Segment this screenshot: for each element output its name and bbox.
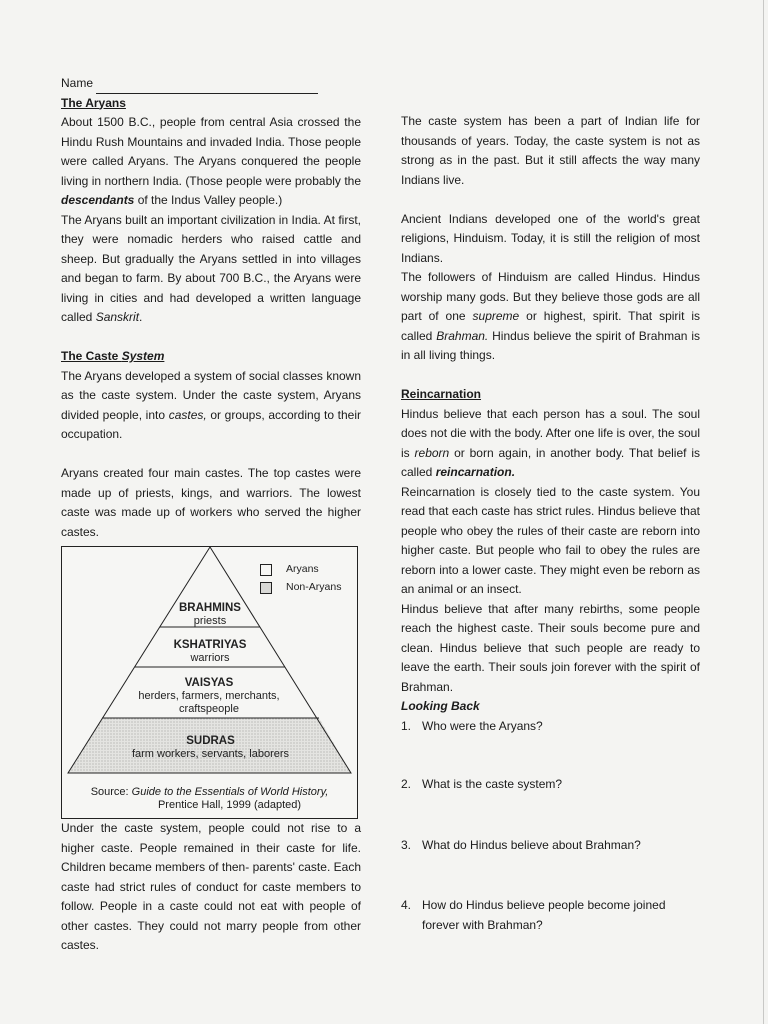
answer-space[interactable] xyxy=(401,855,700,896)
question-number: 2. xyxy=(401,777,412,791)
text-run: Hindus believe that each person has a soul. The soul does not die with the body. After one life is over, the soul is xyxy=(401,406,700,460)
right-paragraph-4 xyxy=(401,405,700,483)
right-paragraph-2: Ancient Indians developed one of the world's great religions, Hinduism. Today, it is still the religion of most Indians. xyxy=(401,211,700,265)
emphasis-brahman: Brahman. xyxy=(436,328,489,343)
answer-space[interactable] xyxy=(401,736,700,775)
name-label: Name xyxy=(61,76,94,90)
source-publisher: Prentice Hall, 1999 (adapted) xyxy=(157,799,302,811)
question-4 xyxy=(401,896,700,935)
question-number: 4. xyxy=(401,898,412,912)
caste-desc: warriors xyxy=(190,652,230,664)
text-run: The followers of Hinduism are called Hindus. Hindus worship many gods. But they believe those gods are all part of one xyxy=(401,270,700,323)
reincarnation-heading: Reincarnation xyxy=(401,387,482,401)
text-run: or groups, according to their occupation. xyxy=(61,407,362,441)
legend-box-icon xyxy=(260,564,272,576)
text-run: Source: xyxy=(90,786,132,798)
question-text: How do Hindus believe people become joined forever with Brahman? xyxy=(422,898,666,932)
left-column xyxy=(61,74,361,956)
text-run: . xyxy=(139,310,143,324)
aryans-paragraph-2 xyxy=(61,211,361,328)
emphasis-descendants: descendants xyxy=(61,193,135,207)
emphasis-supreme: supreme xyxy=(472,309,520,323)
right-column xyxy=(401,112,700,935)
question-1 xyxy=(401,717,700,737)
caste-name: BRAHMINS xyxy=(179,602,241,614)
caste-level-kshatriyas xyxy=(135,639,285,665)
caste-name: VAISYAS xyxy=(184,677,234,689)
caste-desc: farm workers, servants, laborers xyxy=(131,748,290,760)
question-text: What is the caste system? xyxy=(422,777,563,791)
scan-edge-line xyxy=(763,0,764,1024)
question-number: 1. xyxy=(401,718,412,733)
caste-system-heading xyxy=(61,347,361,367)
name-field[interactable] xyxy=(61,74,361,94)
figure-source-caption xyxy=(62,786,357,812)
emphasis-system: System xyxy=(121,349,165,363)
right-paragraph-1: The caste system has been a part of Indian life for thousands of years. Today, the caste system is not as strong as in the past. But it still affects the way many Indians live. xyxy=(401,114,700,187)
emphasis-sanskrit: Sanskrit xyxy=(95,310,140,324)
right-paragraph-6: Hindus believe that after many rebirths, some people reach the highest caste. Their souls become pure and clean. Hindus believe that such people are ready to leave the earth. Their souls join forever with the spirit of Brahman. xyxy=(401,601,700,694)
caste-level-vaisyas xyxy=(124,677,294,716)
caste-level-brahmins xyxy=(160,602,260,628)
text-run: The Caste xyxy=(61,349,122,363)
right-paragraph-3 xyxy=(401,268,700,366)
emphasis-reborn: reborn xyxy=(414,445,450,460)
looking-back-heading: Looking Back xyxy=(401,699,480,713)
text-run: of the Indus Valley people.) xyxy=(134,193,283,207)
caste-desc: herders, farmers, merchants, craftspeople xyxy=(138,690,280,715)
text-run: About 1500 B.C., people from central Asia crossed the Hindu Rush Mountains and invaded India. Those people were called Aryans. The Aryans conquered the people living in northern India. (Those people were probably the xyxy=(61,115,361,188)
text-run: Hindus believe the spirit of Brahman is in all living things. xyxy=(401,328,701,362)
name-blank-line[interactable] xyxy=(96,79,318,94)
answer-space[interactable] xyxy=(401,795,700,836)
aryans-heading: The Aryans xyxy=(61,95,126,110)
legend-aryans xyxy=(260,560,319,580)
question-number: 3. xyxy=(401,837,412,852)
caste-paragraph-1 xyxy=(61,367,361,445)
text-run: or born again, in another body. That belief is called xyxy=(401,445,700,479)
caste-level-sudras xyxy=(102,735,319,761)
text-run: The Aryans developed a system of social classes known as the caste system. Under the caste system, Aryans divided people, into xyxy=(61,368,361,422)
emphasis-reincarnation: reincarnation. xyxy=(435,465,516,479)
aryans-paragraph-1 xyxy=(61,113,361,211)
question-text: Who were the Aryans? xyxy=(422,718,543,733)
question-text: What do Hindus believe about Brahman? xyxy=(422,837,641,852)
caste-desc: priests xyxy=(193,615,227,627)
legend-label: Non-Aryans xyxy=(286,581,342,593)
source-title: Guide to the Essentials of World History, xyxy=(131,786,329,798)
caste-paragraph-2: Aryans created four main castes. The top castes were made up of priests, kings, and warriors. The lowest caste was made up of workers who served the higher castes. xyxy=(61,466,361,539)
question-3 xyxy=(401,836,700,856)
legend-label: Aryans xyxy=(286,563,319,575)
right-paragraph-5: Reincarnation is closely tied to the caste system. You read that each caste has strict rules. Hindus believe that people who obey the rules of their caste are reborn into higher caste. But people who fail to obey the rules are reborn into a lower caste. They might even be reborn as an animal or an insect. xyxy=(401,484,700,596)
emphasis-castes: castes, xyxy=(168,407,207,422)
caste-rules-paragraph: Under the caste system, people could not rise to a higher caste. People remained in their caste for life. Children became members of then- parents' caste. Each caste had strict rules of conduct for caste members to follow. People in a caste could not eat with people of other castes. They could not marry people from other castes. xyxy=(61,821,361,952)
text-run: or highest, spirit. That spirit is called xyxy=(401,309,701,343)
caste-pyramid-figure xyxy=(61,546,358,819)
caste-name: SUDRAS xyxy=(186,735,235,747)
legend-non-aryans xyxy=(260,578,341,598)
text-run: The Aryans built an important civilization in India. At first, they were nomadic herders who raised cattle and sheep. But gradually the Aryans settled in into villages and began to farm. By about 700 B.C., the Aryans were living in cities and had developed a written language called xyxy=(61,212,361,324)
legend-box-shaded-icon xyxy=(260,582,272,594)
caste-name: KSHATRIYAS xyxy=(173,639,247,651)
question-2 xyxy=(401,775,700,795)
